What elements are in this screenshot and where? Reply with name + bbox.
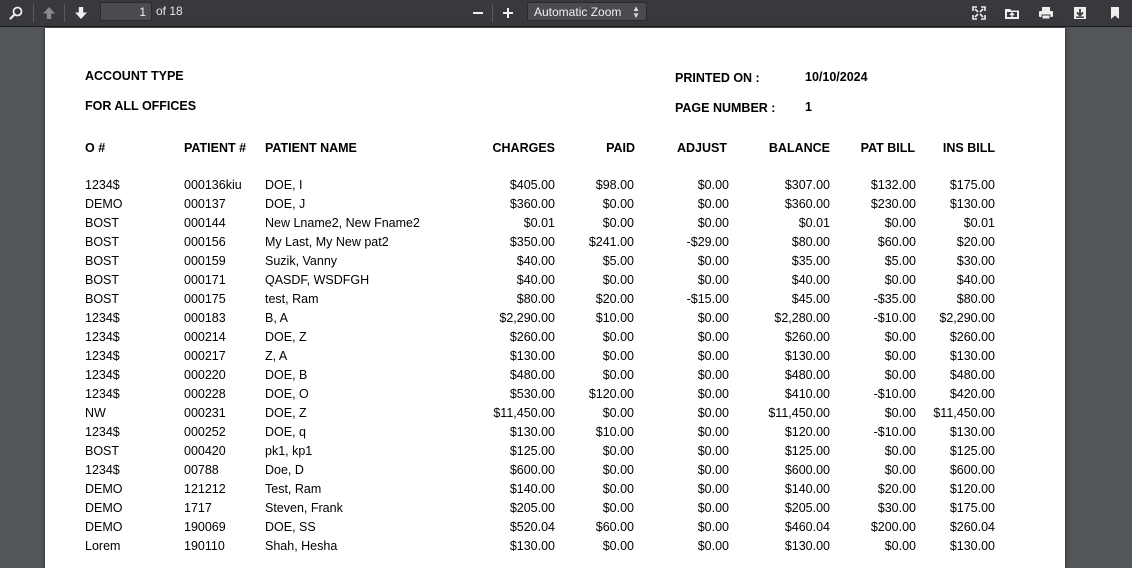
cell-patient-no: 000252 [184,425,226,439]
cell-adjust: $0.00 [697,330,729,344]
cell-charges: $80.00 [516,292,555,306]
cell-adjust: $0.00 [697,463,729,477]
cell-charges: $140.00 [509,482,555,496]
cell-adjust: $0.00 [697,178,729,192]
bookmark-icon[interactable] [1106,2,1124,24]
cell-pat-bill: -$35.00 [873,292,916,306]
cell-patient-no: 000231 [184,406,226,420]
cell-balance: $0.01 [798,216,830,230]
cell-balance: $410.00 [784,387,830,401]
cell-charges: $130.00 [509,539,555,553]
cell-ins-bill: $175.00 [949,501,995,515]
cell-patient-no: 000159 [184,254,226,268]
cell-adjust: $0.00 [697,197,729,211]
cell-balance: $120.00 [784,425,830,439]
zoom-select[interactable] [527,2,647,21]
cell-adjust: $0.00 [697,311,729,325]
cell-patient-name: DOE, Z [265,330,307,344]
cell-balance: $11,450.00 [768,406,830,420]
cell-ins-bill: $130.00 [949,425,995,439]
cell-ins-bill: $11,450.00 [933,406,995,420]
toolbar-divider [33,4,34,22]
cell-balance: $125.00 [784,444,830,458]
print-icon[interactable] [1036,2,1056,24]
next-page-icon[interactable] [72,2,90,24]
cell-patient-name: DOE, B [265,368,308,382]
cell-pat-bill: $0.00 [884,349,916,363]
cell-ins-bill: $125.00 [949,444,995,458]
cell-adjust: $0.00 [697,273,729,287]
cell-office: BOST [85,235,120,249]
cell-adjust: $0.00 [697,349,729,363]
cell-patient-name: DOE, SS [265,520,316,534]
toolbar-divider [492,4,493,22]
cell-charges: $520.04 [509,520,555,534]
cell-paid: $10.00 [595,425,634,439]
cell-office: Lorem [85,539,121,553]
cell-paid: $0.00 [602,349,634,363]
cell-ins-bill: $130.00 [949,349,995,363]
cell-balance: $260.00 [784,330,830,344]
cell-patient-no: 000183 [184,311,226,325]
cell-pat-bill: $0.00 [884,216,916,230]
cell-paid: $0.00 [602,330,634,344]
toolbar-divider [64,4,65,22]
cell-charges: $0.01 [523,216,555,230]
page-number-label: PAGE NUMBER : [675,101,776,115]
cell-ins-bill: $600.00 [949,463,995,477]
column-header-patient-number: PATIENT # [184,141,247,155]
cell-paid: $0.00 [602,501,634,515]
cell-balance: $35.00 [791,254,830,268]
cell-paid: $0.00 [602,539,634,553]
cell-charges: $130.00 [509,349,555,363]
cell-paid: $241.00 [588,235,634,249]
cell-balance: $480.00 [784,368,830,382]
cell-paid: $0.00 [602,368,634,382]
cell-ins-bill: $2,290.00 [939,311,995,325]
cell-adjust: $0.00 [697,406,729,420]
cell-office: BOST [85,444,120,458]
cell-office: 1234$ [85,178,120,192]
printed-on-label: PRINTED ON : [675,71,760,85]
cell-pat-bill: $0.00 [884,463,916,477]
cell-adjust: -$29.00 [686,235,729,249]
cell-ins-bill: $420.00 [949,387,995,401]
column-header-charges: CHARGES [492,141,555,155]
cell-paid: $98.00 [595,178,634,192]
cell-office: BOST [85,292,120,306]
cell-patient-name: DOE, O [265,387,309,401]
cell-ins-bill: $120.00 [949,482,995,496]
column-header-adjust: ADJUST [676,141,727,155]
cell-office: BOST [85,273,120,287]
cell-office: DEMO [85,520,123,534]
cell-patient-name: QASDF, WSDFGH [265,273,370,287]
pdf-toolbar [0,0,1132,27]
cell-charges: $360.00 [509,197,555,211]
cell-balance: $80.00 [791,235,830,249]
cell-ins-bill: $0.01 [963,216,995,230]
pdf-page [45,28,1065,568]
cell-pat-bill: $0.00 [884,406,916,420]
cell-charges: $260.00 [509,330,555,344]
cell-balance: $460.04 [784,520,830,534]
cell-patient-name: Z, A [265,349,288,363]
cell-patient-name: Shah, Hesha [265,539,338,553]
cell-ins-bill: $20.00 [956,235,995,249]
zoom-select-label: Automatic Zoom [534,4,622,19]
cell-office: 1234$ [85,349,120,363]
cell-pat-bill: $0.00 [884,368,916,382]
search-icon[interactable] [6,2,26,24]
cell-patient-name: test, Ram [265,292,319,306]
cell-office: 1234$ [85,311,120,325]
cell-adjust: $0.00 [697,425,729,439]
cell-patient-name: DOE, J [265,197,306,211]
cell-pat-bill: -$10.00 [873,425,916,439]
cell-patient-no: 000220 [184,368,226,382]
cell-patient-name: Doe, D [265,463,304,477]
cell-patient-no: 000228 [184,387,226,401]
cell-office: 1234$ [85,387,120,401]
cell-pat-bill: $20.00 [877,482,916,496]
cell-charges: $130.00 [509,425,555,439]
cell-charges: $2,290.00 [499,311,555,325]
cell-ins-bill: $80.00 [956,292,995,306]
cell-charges: $125.00 [509,444,555,458]
cell-balance: $130.00 [784,349,830,363]
cell-adjust: $0.00 [697,520,729,534]
presentation-mode-icon[interactable] [969,2,989,24]
cell-pat-bill: -$10.00 [873,311,916,325]
column-header-patient-name: PATIENT NAME [265,141,357,155]
cell-paid: $0.00 [602,482,634,496]
cell-patient-name: B, A [265,311,288,325]
cell-patient-no: 1717 [184,501,212,515]
cell-pat-bill: $230.00 [870,197,916,211]
cell-paid: $10.00 [595,311,634,325]
zoom-in-icon[interactable] [499,2,517,24]
cell-ins-bill: $30.00 [956,254,995,268]
cell-patient-name: Steven, Frank [265,501,343,515]
cell-charges: $40.00 [516,273,555,287]
cell-paid: $0.00 [602,444,634,458]
cell-patient-no: 000217 [184,349,226,363]
cell-pat-bill: $200.00 [870,520,916,534]
cell-paid: $0.00 [602,273,634,287]
cell-ins-bill: $40.00 [956,273,995,287]
cell-balance: $600.00 [784,463,830,477]
cell-ins-bill: $130.00 [949,197,995,211]
cell-adjust: -$15.00 [686,292,729,306]
cell-pat-bill: $30.00 [877,501,916,515]
cell-office: DEMO [85,501,123,515]
cell-balance: $45.00 [791,292,830,306]
cell-patient-no: 000136kiu [184,178,242,192]
cell-ins-bill: $175.00 [949,178,995,192]
page-number-value: 1 [805,100,812,114]
account-type-label: ACCOUNT TYPE [85,69,184,83]
cell-office: 1234$ [85,425,120,439]
cell-charges: $600.00 [509,463,555,477]
zoom-out-icon[interactable] [469,2,487,24]
cell-charges: $350.00 [509,235,555,249]
cell-adjust: $0.00 [697,444,729,458]
cell-office: 1234$ [85,463,120,477]
cell-pat-bill: $132.00 [870,178,916,192]
cell-paid: $0.00 [602,216,634,230]
open-file-icon[interactable] [1002,2,1022,24]
cell-charges: $405.00 [509,178,555,192]
cell-pat-bill: -$10.00 [873,387,916,401]
cell-balance: $2,280.00 [774,311,830,325]
cell-patient-no: 000156 [184,235,226,249]
column-header-balance: BALANCE [768,141,830,155]
cell-pat-bill: $0.00 [884,539,916,553]
cell-patient-name: DOE, q [265,425,306,439]
cell-pat-bill: $0.00 [884,273,916,287]
cell-paid: $5.00 [602,254,634,268]
cell-pat-bill: $60.00 [877,235,916,249]
column-header-ins-bill: INS BILL [942,141,995,155]
column-header-pat-bill: PAT BILL [860,141,915,155]
cell-patient-name: pk1, kp1 [265,444,313,458]
cell-office: BOST [85,216,120,230]
cell-patient-no: 00788 [184,463,219,477]
cell-pat-bill: $5.00 [884,254,916,268]
cell-charges: $40.00 [516,254,555,268]
cell-ins-bill: $480.00 [949,368,995,382]
cell-charges: $480.00 [509,368,555,382]
cell-adjust: $0.00 [697,387,729,401]
cell-pat-bill: $0.00 [884,330,916,344]
cell-adjust: $0.00 [697,254,729,268]
column-header-office: O # [85,141,106,155]
cell-balance: $307.00 [784,178,830,192]
cell-patient-no: 000214 [184,330,226,344]
cell-office: 1234$ [85,368,120,382]
cell-patient-name: DOE, Z [265,406,307,420]
cell-patient-name: My Last, My New pat2 [265,235,389,249]
cell-pat-bill: $0.00 [884,444,916,458]
cell-patient-no: 000144 [184,216,226,230]
cell-paid: $60.00 [595,520,634,534]
cell-office: NW [85,406,106,420]
cell-adjust: $0.00 [697,482,729,496]
cell-adjust: $0.00 [697,368,729,382]
cell-paid: $0.00 [602,197,634,211]
cell-patient-name: Suzik, Vanny [265,254,338,268]
cell-patient-name: Test, Ram [265,482,322,496]
cell-ins-bill: $130.00 [949,539,995,553]
cell-patient-no: 190110 [184,539,225,553]
cell-balance: $40.00 [791,273,830,287]
cell-paid: $0.00 [602,463,634,477]
printed-on-value: 10/10/2024 [805,70,868,84]
cell-balance: $140.00 [784,482,830,496]
cell-office: DEMO [85,197,123,211]
cell-office: BOST [85,254,120,268]
cell-paid: $120.00 [588,387,634,401]
cell-patient-no: 000171 [184,273,226,287]
cell-adjust: $0.00 [697,501,729,515]
cell-office: DEMO [85,482,123,496]
cell-ins-bill: $260.00 [949,330,995,344]
cell-ins-bill: $260.04 [949,520,995,534]
cell-adjust: $0.00 [697,216,729,230]
chevron-updown-icon: ▲ ▼ [632,4,640,20]
page-number-input[interactable] [100,2,152,21]
cell-paid: $0.00 [602,406,634,420]
cell-patient-no: 121212 [184,482,226,496]
cell-charges: $11,450.00 [493,406,555,420]
cell-office: 1234$ [85,330,120,344]
cell-patient-no: 000420 [184,444,226,458]
cell-patient-no: 190069 [184,520,226,534]
cell-charges: $205.00 [509,501,555,515]
cell-patient-name: New Lname2, New Fname2 [265,216,420,230]
cell-balance: $130.00 [784,539,830,553]
cell-patient-name: DOE, I [265,178,303,192]
page-count-label: of 18 [156,4,183,18]
cell-patient-no: 000175 [184,292,226,306]
cell-paid: $20.00 [595,292,634,306]
download-icon[interactable] [1070,2,1090,24]
cell-adjust: $0.00 [697,539,729,553]
previous-page-icon[interactable] [40,2,58,24]
column-header-paid: PAID [606,141,635,155]
cell-charges: $530.00 [509,387,555,401]
cell-balance: $360.00 [784,197,830,211]
cell-balance: $205.00 [784,501,830,515]
cell-patient-no: 000137 [184,197,226,211]
offices-label: FOR ALL OFFICES [85,99,197,113]
